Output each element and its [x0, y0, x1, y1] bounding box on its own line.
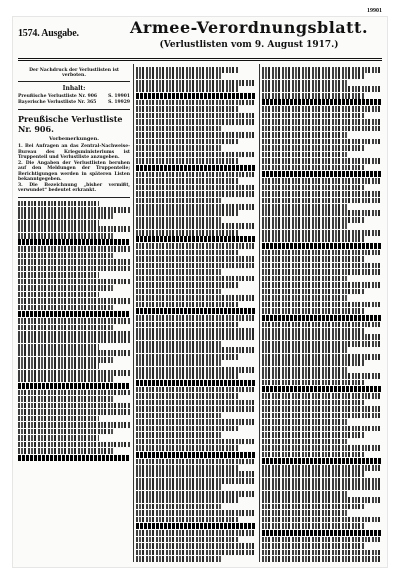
casualty-entry [262, 341, 382, 347]
casualty-entry [18, 448, 114, 454]
casualty-entry [262, 556, 382, 562]
casualty-entry [262, 269, 382, 275]
casualty-entry [136, 347, 256, 353]
casualty-entry [18, 233, 114, 239]
casualty-entry [262, 132, 348, 138]
casualty-entry [136, 256, 256, 262]
toc-label: Preußische Verlustliste Nr. 906 [18, 94, 97, 99]
casualty-entry [262, 230, 382, 236]
casualty-entry [262, 256, 365, 262]
casualty-entry [18, 390, 130, 396]
casualty-list [18, 201, 130, 461]
casualty-entry [136, 413, 222, 419]
casualty-entry [262, 295, 348, 301]
casualty-entry [262, 445, 382, 451]
casualty-entry [136, 334, 256, 340]
casualty-entry [262, 106, 382, 112]
casualty-entry [262, 217, 365, 223]
casualty-entry [262, 308, 365, 314]
casualty-entry [136, 432, 222, 438]
casualty-entry [136, 360, 222, 366]
casualty-entry [136, 530, 256, 536]
casualty-entry [18, 285, 114, 291]
casualty-entry [262, 223, 348, 229]
casualty-entry [18, 344, 99, 350]
casualty-entry [136, 497, 239, 503]
casualty-entry [262, 367, 348, 373]
casualty-entry [18, 396, 114, 402]
casualty-entry [18, 272, 99, 278]
casualty-entry [262, 302, 382, 308]
casualty-entry [136, 354, 239, 360]
casualty-entry [262, 406, 382, 412]
casualty-entry [136, 452, 256, 458]
casualty-entry [262, 185, 365, 191]
casualty-entry [136, 113, 256, 119]
casualty-entry [18, 298, 130, 304]
toc-label: Bayerische Verlustliste Nr. 365 [18, 100, 97, 105]
casualty-entry [136, 86, 239, 92]
section-subheading: Vorbemerkungen. [49, 136, 99, 142]
casualty-entry [136, 236, 256, 242]
casualty-entry [18, 383, 130, 389]
edition-label: 1574. Ausgabe. [18, 28, 79, 39]
casualty-entry [262, 113, 365, 119]
casualty-entry [136, 373, 239, 379]
casualty-entry [18, 403, 130, 409]
casualty-entry [262, 478, 382, 484]
casualty-entry [136, 243, 256, 249]
casualty-entry [262, 373, 382, 379]
masthead [18, 18, 382, 58]
casualty-entry [136, 459, 256, 465]
casualty-entry [136, 269, 222, 275]
casualty-entry [18, 213, 114, 219]
casualty-entry [262, 334, 382, 340]
casualty-entry [262, 67, 382, 73]
casualty-entry [262, 158, 382, 164]
casualty-entry [262, 126, 382, 132]
toc-page: S. 19901 [108, 94, 130, 99]
casualty-entry [262, 465, 382, 471]
casualty-entry [262, 439, 348, 445]
casualty-entry [262, 517, 382, 523]
casualty-entry [136, 172, 256, 178]
casualty-entry [262, 243, 382, 249]
publication-title: Armee-Verordnungsblatt. [129, 18, 369, 37]
casualty-entry [136, 510, 256, 516]
casualty-entry [262, 380, 365, 386]
casualty-entry [262, 282, 382, 288]
casualty-entry [18, 266, 130, 272]
casualty-entry [136, 322, 239, 328]
casualty-entry [18, 442, 130, 448]
casualty-entry [136, 250, 239, 256]
casualty-entry [262, 419, 348, 425]
casualty-entry [18, 239, 130, 245]
casualty-entry [262, 250, 382, 256]
casualty-entry [136, 426, 239, 432]
casualty-entry [262, 276, 348, 282]
casualty-entry [136, 484, 222, 490]
casualty-entry [262, 93, 365, 99]
casualty-entry [136, 289, 222, 295]
casualty-entry [18, 376, 114, 382]
casualty-entry [262, 393, 382, 399]
casualty-entry [18, 246, 130, 252]
casualty-entry [18, 455, 130, 461]
casualty-entry [262, 73, 365, 79]
casualty-entry [262, 99, 382, 105]
casualty-entry [136, 106, 239, 112]
casualty-entry [136, 315, 256, 321]
casualty-entry [262, 537, 382, 543]
casualty-entry [262, 530, 382, 536]
casualty-entry [18, 220, 99, 226]
casualty-entry [18, 292, 99, 298]
casualty-entry [136, 550, 256, 556]
casualty-entry [18, 226, 130, 232]
column-divider [133, 64, 134, 562]
casualty-entry [136, 523, 256, 529]
casualty-entry [262, 354, 382, 360]
casualty-entry [136, 158, 239, 164]
casualty-entry [262, 236, 365, 242]
casualty-entry [136, 132, 256, 138]
casualty-entry [136, 302, 239, 308]
casualty-entry [262, 458, 382, 464]
casualty-entry [18, 253, 114, 259]
paragraph: 2. Die Angaben der Verlustlisten beruhen auf den Meldungen der Truppenteile; Berichtigungen werden in späteren Listen bekanntgegeben. [18, 160, 130, 182]
casualty-entry [136, 341, 222, 347]
casualty-list [136, 67, 256, 562]
casualty-entry [136, 198, 222, 204]
casualty-entry [262, 550, 382, 556]
casualty-entry [262, 452, 365, 458]
casualty-entry [18, 331, 130, 337]
casualty-entry [262, 491, 348, 497]
casualty-entry [262, 191, 382, 197]
casualty-entry [136, 419, 256, 425]
casualty-entry [136, 152, 256, 158]
casualty-entry [18, 422, 130, 428]
casualty-entry [262, 165, 365, 171]
paragraph: 1. Bei Anfragen an das Zentral-Nachweise-Bureau des Kriegsministeriums ist Truppenteil und Verlustliste anzugeben. [18, 144, 130, 160]
casualty-entry [136, 204, 256, 210]
casualty-entry [136, 308, 256, 314]
casualty-entry [262, 386, 382, 392]
casualty-entry [18, 201, 99, 207]
casualty-entry [136, 543, 256, 549]
casualty-entry [262, 171, 382, 177]
casualty-entry [136, 367, 256, 373]
toc-row [18, 100, 130, 106]
header-rule-secondary [18, 60, 382, 61]
casualty-entry [136, 295, 256, 301]
casualty-entry [262, 471, 365, 477]
casualty-entry [136, 93, 256, 99]
casualty-entry [262, 426, 382, 432]
casualty-entry [262, 80, 348, 86]
casualty-entry [262, 543, 365, 549]
casualty-entry [136, 119, 256, 125]
casualty-entry [262, 263, 382, 269]
casualty-entry [136, 165, 256, 171]
casualty-entry [136, 445, 239, 451]
casualty-entry [18, 259, 130, 265]
column-divider [259, 64, 260, 562]
casualty-entry [262, 210, 382, 216]
publication-subtitle: (Verlustlisten vom 9. August 1917.) [159, 40, 339, 50]
casualty-entry [136, 465, 239, 471]
casualty-entry [136, 282, 239, 288]
casualty-entry [18, 429, 114, 435]
divider [18, 109, 130, 110]
casualty-entry [262, 497, 382, 503]
casualty-entry [262, 315, 382, 321]
casualty-entry [136, 406, 256, 412]
casualty-entry [136, 126, 222, 132]
casualty-entry [262, 322, 382, 328]
document-page [12, 8, 388, 568]
casualty-entry [136, 80, 256, 86]
casualty-entry [18, 409, 130, 415]
casualty-entry [136, 185, 256, 191]
casualty-entry [136, 517, 239, 523]
casualty-entry [136, 178, 239, 184]
casualty-entry [262, 198, 382, 204]
column-right [262, 64, 382, 562]
casualty-entry [262, 523, 365, 529]
casualty-entry [136, 276, 256, 282]
casualty-entry [262, 413, 382, 419]
casualty-entry [18, 305, 114, 311]
casualty-entry [18, 318, 130, 324]
column-left [18, 64, 130, 562]
casualty-entry [136, 504, 222, 510]
casualty-entry [136, 400, 256, 406]
casualty-entry [262, 289, 365, 295]
casualty-entry [262, 484, 382, 490]
casualty-entry [136, 73, 222, 79]
header-rule [18, 58, 382, 59]
casualty-entry [18, 435, 99, 441]
casualty-entry [136, 387, 256, 393]
casualty-entry [136, 537, 239, 543]
casualty-entry [18, 279, 130, 285]
casualty-list [262, 67, 382, 562]
casualty-entry [136, 556, 222, 562]
paragraph: 3. Die Bezeichnung „bisher vermißt, verwundet“ bedeutet erkrankt. [18, 182, 130, 193]
casualty-entry [18, 311, 130, 317]
casualty-entry [18, 207, 130, 213]
casualty-entry [18, 325, 114, 331]
page-number: 19901 [367, 8, 382, 14]
divider [18, 81, 130, 82]
column-middle [136, 64, 256, 562]
casualty-entry [136, 471, 256, 477]
casualty-entry [262, 119, 382, 125]
casualty-entry [262, 432, 365, 438]
casualty-entry [136, 145, 222, 151]
casualty-entry [18, 370, 130, 376]
casualty-entry [262, 204, 348, 210]
casualty-entry [136, 491, 256, 497]
casualty-entry [262, 86, 382, 92]
casualty-entry [18, 337, 130, 343]
casualty-entry [136, 328, 256, 334]
casualty-entry [136, 230, 239, 236]
casualty-entry [262, 504, 365, 510]
casualty-entry [262, 139, 382, 145]
casualty-entry [136, 67, 239, 73]
casualty-entry [136, 478, 256, 484]
casualty-entry [262, 400, 365, 406]
divider [18, 197, 130, 198]
casualty-entry [136, 380, 256, 386]
casualty-entry [18, 416, 99, 422]
section-title: Preußische Verlustliste Nr. 906. [18, 114, 123, 134]
casualty-entry [136, 223, 256, 229]
casualty-entry [136, 393, 239, 399]
casualty-entry [136, 217, 222, 223]
toc-page: S. 19929 [108, 100, 130, 105]
casualty-entry [18, 357, 114, 363]
casualty-entry [136, 263, 256, 269]
casualty-entry [136, 439, 256, 445]
casualty-entry [18, 350, 130, 356]
casualty-entry [18, 363, 99, 369]
toc-heading: Inhalt: [62, 85, 86, 92]
casualty-entry [136, 139, 239, 145]
reprint-notice: Der Nachdruck der Verlustlisten ist verboten. [29, 68, 119, 78]
casualty-entry [262, 145, 365, 151]
casualty-entry [262, 510, 348, 516]
casualty-entry [136, 191, 256, 197]
casualty-entry [262, 328, 365, 334]
casualty-entry [136, 100, 256, 106]
casualty-entry [262, 152, 348, 158]
casualty-entry [136, 210, 239, 216]
casualty-entry [262, 360, 365, 366]
casualty-entry [262, 347, 348, 353]
casualty-entry [262, 178, 382, 184]
